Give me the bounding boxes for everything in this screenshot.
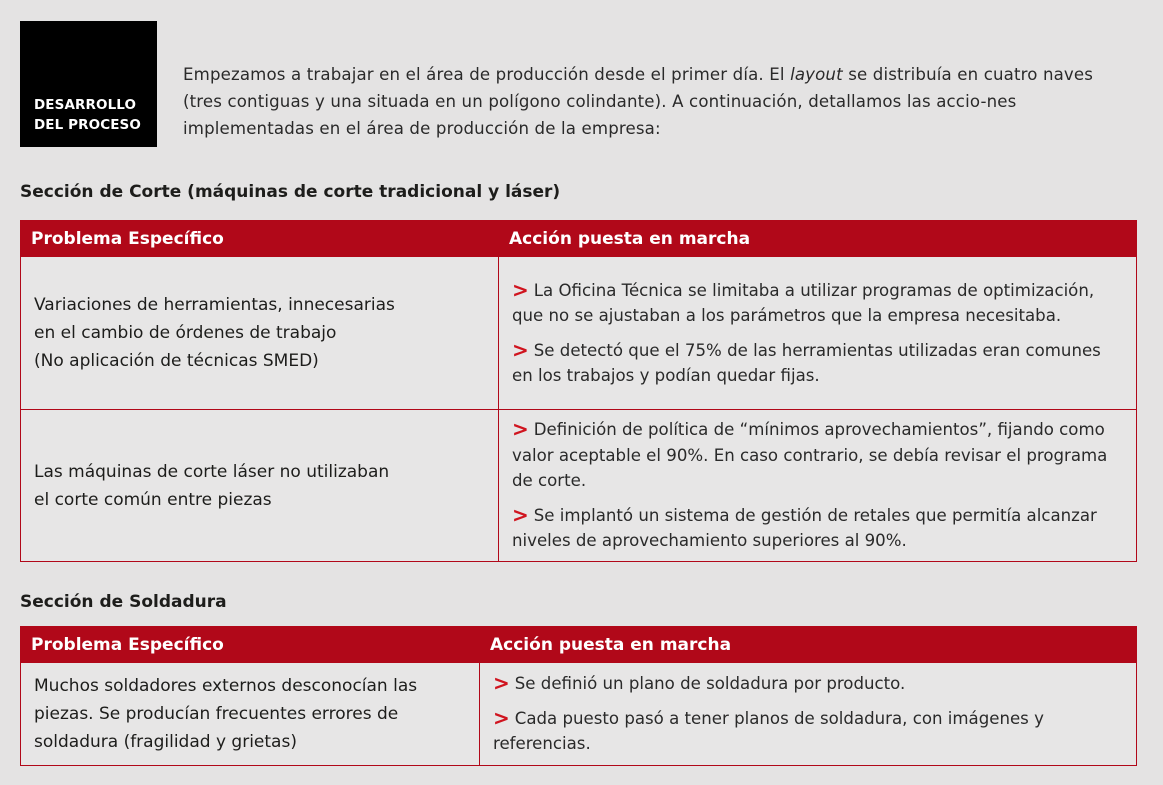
action-item xyxy=(512,417,1122,494)
action-item xyxy=(512,338,1122,389)
section-badge xyxy=(20,21,157,147)
table-corte xyxy=(20,220,1137,562)
table-soldadura xyxy=(20,626,1137,766)
actions-cell xyxy=(499,257,1137,410)
arrow-bullet-icon: > xyxy=(512,337,529,362)
intro-paragraph xyxy=(183,61,1133,142)
action-item xyxy=(493,706,1122,757)
arrow-bullet-icon: > xyxy=(493,671,510,696)
table-row xyxy=(21,257,1137,410)
intro-italic-word: layout xyxy=(790,65,843,84)
header-problem: Problema Específico xyxy=(21,627,480,663)
action-item xyxy=(512,278,1122,329)
problem-line: soldadura (fragilidad y grietas) xyxy=(34,732,297,752)
header-action: Acción puesta en marcha xyxy=(499,221,1137,257)
badge-line-1: DESARROLLO xyxy=(34,97,137,113)
header-problem: Problema Específico xyxy=(21,221,499,257)
header-action: Acción puesta en marcha xyxy=(480,627,1137,663)
arrow-bullet-icon: > xyxy=(512,277,529,302)
intro-text-end: se distribuía en cuatro naves (tres contiguas y una situada en un polígono colindante). A continuación, detallamos las accio-nes implementadas en el área de producción de la empresa: xyxy=(183,65,1094,138)
table-header-row xyxy=(21,221,1137,257)
problem-line: Variaciones de herramientas, innecesarias xyxy=(34,295,395,315)
action-item xyxy=(493,671,1122,697)
action-text: Cada puesto pasó a tener planos de soldadura, con imágenes y referencias. xyxy=(493,708,1044,754)
action-text: La Oficina Técnica se limitaba a utilizar programas de optimización, que no se ajustaban a los parámetros que la empresa necesitaba. xyxy=(512,280,1095,325)
arrow-bullet-icon: > xyxy=(512,417,529,442)
problem-cell xyxy=(21,663,480,766)
action-text: Se detectó que el 75% de las herramientas utilizadas eran comunes en los trabajos y podían quedar fijas. xyxy=(512,340,1101,385)
problem-cell xyxy=(21,257,499,410)
arrow-bullet-icon: > xyxy=(493,705,510,730)
problem-line: el corte común entre piezas xyxy=(34,489,272,510)
problem-line: Muchos soldadores externos desconocían las xyxy=(34,676,418,696)
table-row xyxy=(21,410,1137,562)
action-item xyxy=(512,503,1122,554)
action-text: Se definió un plano de soldadura por producto. xyxy=(514,674,906,694)
table-header-row xyxy=(21,627,1137,663)
problem-line: piezas. Se producían frecuentes errores de xyxy=(34,704,399,724)
action-text: Definición de política de “mínimos aprovechamientos”, fijando como valor aceptable el 90%. En caso contrario, se debía revisar el programa de corte. xyxy=(512,420,1108,491)
problem-line: en el cambio de órdenes de trabajo xyxy=(34,323,337,343)
section-title-corte: Sección de Corte (máquinas de corte tradicional y láser) xyxy=(20,182,561,202)
problem-cell xyxy=(21,410,499,562)
table-row xyxy=(21,663,1137,766)
actions-cell xyxy=(480,663,1137,766)
actions-cell xyxy=(499,410,1137,562)
arrow-bullet-icon: > xyxy=(512,502,529,527)
intro-text-start: Empezamos a trabajar en el área de producción desde el primer día. El xyxy=(183,65,791,84)
problem-line: (No aplicación de técnicas SMED) xyxy=(34,351,319,371)
badge-line-2: DEL PROCESO xyxy=(34,117,141,133)
problem-line: Las máquinas de corte láser no utilizaban xyxy=(34,461,390,482)
section-title-soldadura: Sección de Soldadura xyxy=(20,592,227,612)
action-text: Se implantó un sistema de gestión de retales que permitía alcanzar niveles de aprovechamiento superiores al 90%. xyxy=(512,505,1097,551)
